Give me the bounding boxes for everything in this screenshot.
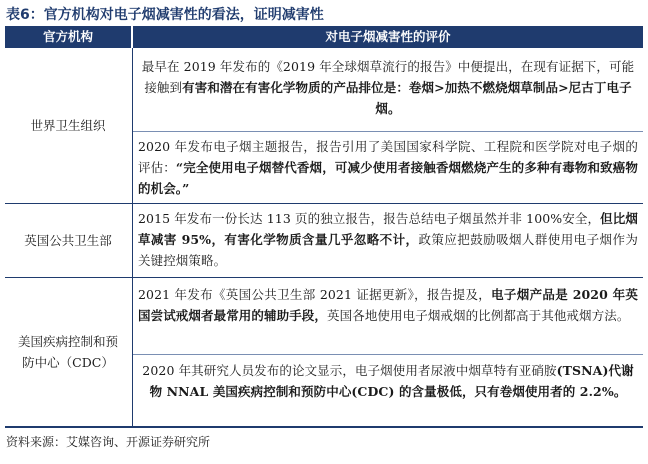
table-title: 表6：官方机构对电子烟减害性的看法，证明减害性: [6, 7, 324, 23]
column-divider: [132, 48, 133, 426]
column-header-evaluation: 对电子烟减害性的评价: [133, 26, 643, 48]
org-cdc: 美国疾病控制和预防中心（CDC）: [17, 334, 118, 370]
row-divider: [133, 354, 643, 355]
evaluation-cdc-2020: 2020 年其研究人员发布的论文显示，电子烟使用者尿液中烟草特有亚硝胺(TSNA)代谢物 NNAL 美国疾病控制和预防中心(CDC) 的含量极低，只有卷烟使用者的 2.2%。: [142, 363, 634, 399]
column-header-organization: 官方机构: [5, 26, 131, 48]
evaluation-phe-2015: 2015 年发布一份长达 113 页的独立报告，报告总结电子烟虽然并非 100%安全，但比烟草减害 95%，有害化学物质含量几乎忽略不计，政策应把鼓励吸烟人群使用电子烟作为关键控烟策略。: [138, 211, 638, 268]
org-who: 世界卫生组织: [30, 118, 106, 133]
evaluation-who-2019: 最早在 2019 年发布的《2019 年全球烟草流行的报告》中便提出，在现有证据下，可能接触到有害和潜在有害化学物质的产品排位是：卷烟>加热不燃烧烟草制品>尼古丁电子烟。: [141, 59, 635, 116]
table-bottom-border: [5, 426, 643, 428]
evaluation-phe-2021: 2021 年发布《英国公共卫生部 2021 证据更新》，报告提及，电子烟产品是 2020 年英国尝试戒烟者最常用的辅助手段，英国各地使用电子烟戒烟的比例都高于其他戒烟方法。: [138, 287, 638, 323]
evaluation-who-2020: 2020 年发布电子烟主题报告，报告引用了美国国家科学院、工程院和医学院对电子烟的评估：“完全使用电子烟替代香烟，可减少使用者接触香烟燃烧产生的多种有毒物和致癌物的机会。”: [138, 139, 638, 196]
source-note: 资料来源：艾媒咨询、开源证券研究所: [6, 435, 211, 449]
org-phe: 英国公共卫生部: [24, 233, 112, 248]
row-divider: [133, 131, 643, 132]
